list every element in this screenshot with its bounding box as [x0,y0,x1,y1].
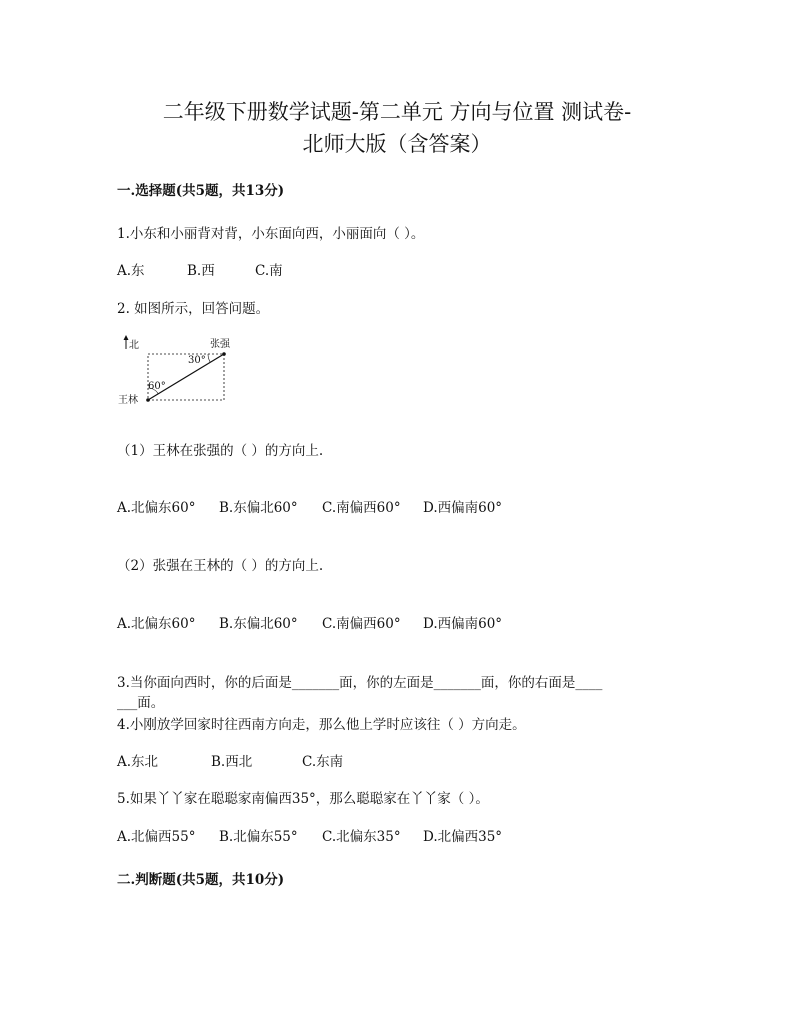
question-2-sub1-text: （1）王林在张强的（ ）的方向上. [117,443,324,459]
q1-option-a[interactable]: A.东 [117,263,145,279]
question-2-sub1-options [117,499,502,517]
question-2-sub2-text: （2）张强在王林的（ ）的方向上. [117,558,324,574]
q1-option-b[interactable]: B.西 [187,263,215,279]
north-label: 北 [129,340,139,351]
q4-option-a[interactable]: A.东北 [117,754,159,770]
page-title-line2: 北师大版（含答案） [302,132,492,156]
q2s1-option-b[interactable]: B.东偏北60° [219,500,298,516]
q5-option-d[interactable]: D.北偏西35° [423,829,503,845]
wang-label: 王林 [118,395,138,406]
q2s1-option-a[interactable]: A.北偏东60° [117,500,196,516]
q2s2-option-d[interactable]: D.西偏南60° [423,616,503,632]
question-1-text: 1.小东和小丽背对背，小东面向西，小丽面向（ ）。 [117,226,425,242]
connecting-line [148,354,224,400]
direction-diagram [112,333,234,409]
question-4-options [117,753,343,771]
q2s2-option-a[interactable]: A.北偏东60° [117,616,196,632]
angle-arc-top [208,354,210,362]
angle-top-label: 30° [188,355,206,366]
question-2-sub2-options [117,615,502,633]
question-5-options [117,828,502,846]
wang-point [146,398,150,402]
zhang-label: 张强 [210,339,230,350]
q2s2-option-c[interactable]: C.南偏西60° [322,616,401,632]
q2s1-option-d[interactable]: D.西偏南60° [423,500,503,516]
section1-heading: 一.选择题(共5题，共13分) [117,183,285,199]
q4-option-c[interactable]: C.东南 [302,754,344,770]
page-title-line1: 二年级下册数学试题-第二单元 方向与位置 测试卷- [162,100,632,124]
question-3-text-line2: ___面。 [117,695,165,711]
question-1-options [117,262,283,280]
zhang-point [222,352,226,356]
q2s1-option-c[interactable]: C.南偏西60° [322,500,401,516]
question-5-text: 5.如果丫丫家在聪聪家南偏西35°，那么聪聪家在丫丫家（ ）。 [117,791,489,807]
q1-option-c[interactable]: C.南 [255,263,283,279]
question-2-text: 2. 如图所示，回答问题。 [117,301,270,317]
q5-option-a[interactable]: A.北偏西55° [117,829,196,845]
q5-option-b[interactable]: B.北偏东55° [219,829,298,845]
north-arrow-icon [124,335,129,340]
q5-option-c[interactable]: C.北偏东35° [322,829,401,845]
direction-diagram-svg [112,333,234,409]
question-3-text-line1: 3.当你面向西时，你的后面是_______面，你的左面是_______面，你的右面是____ [117,675,603,691]
angle-bottom-label: 60° [148,381,166,392]
q2s2-option-b[interactable]: B.东偏北60° [219,616,298,632]
q4-option-b[interactable]: B.西北 [211,754,253,770]
section2-heading: 二.判断题(共5题，共10分) [117,872,285,888]
question-4-text: 4.小刚放学回家时往西南方向走，那么他上学时应该往（ ）方向走。 [117,717,526,733]
